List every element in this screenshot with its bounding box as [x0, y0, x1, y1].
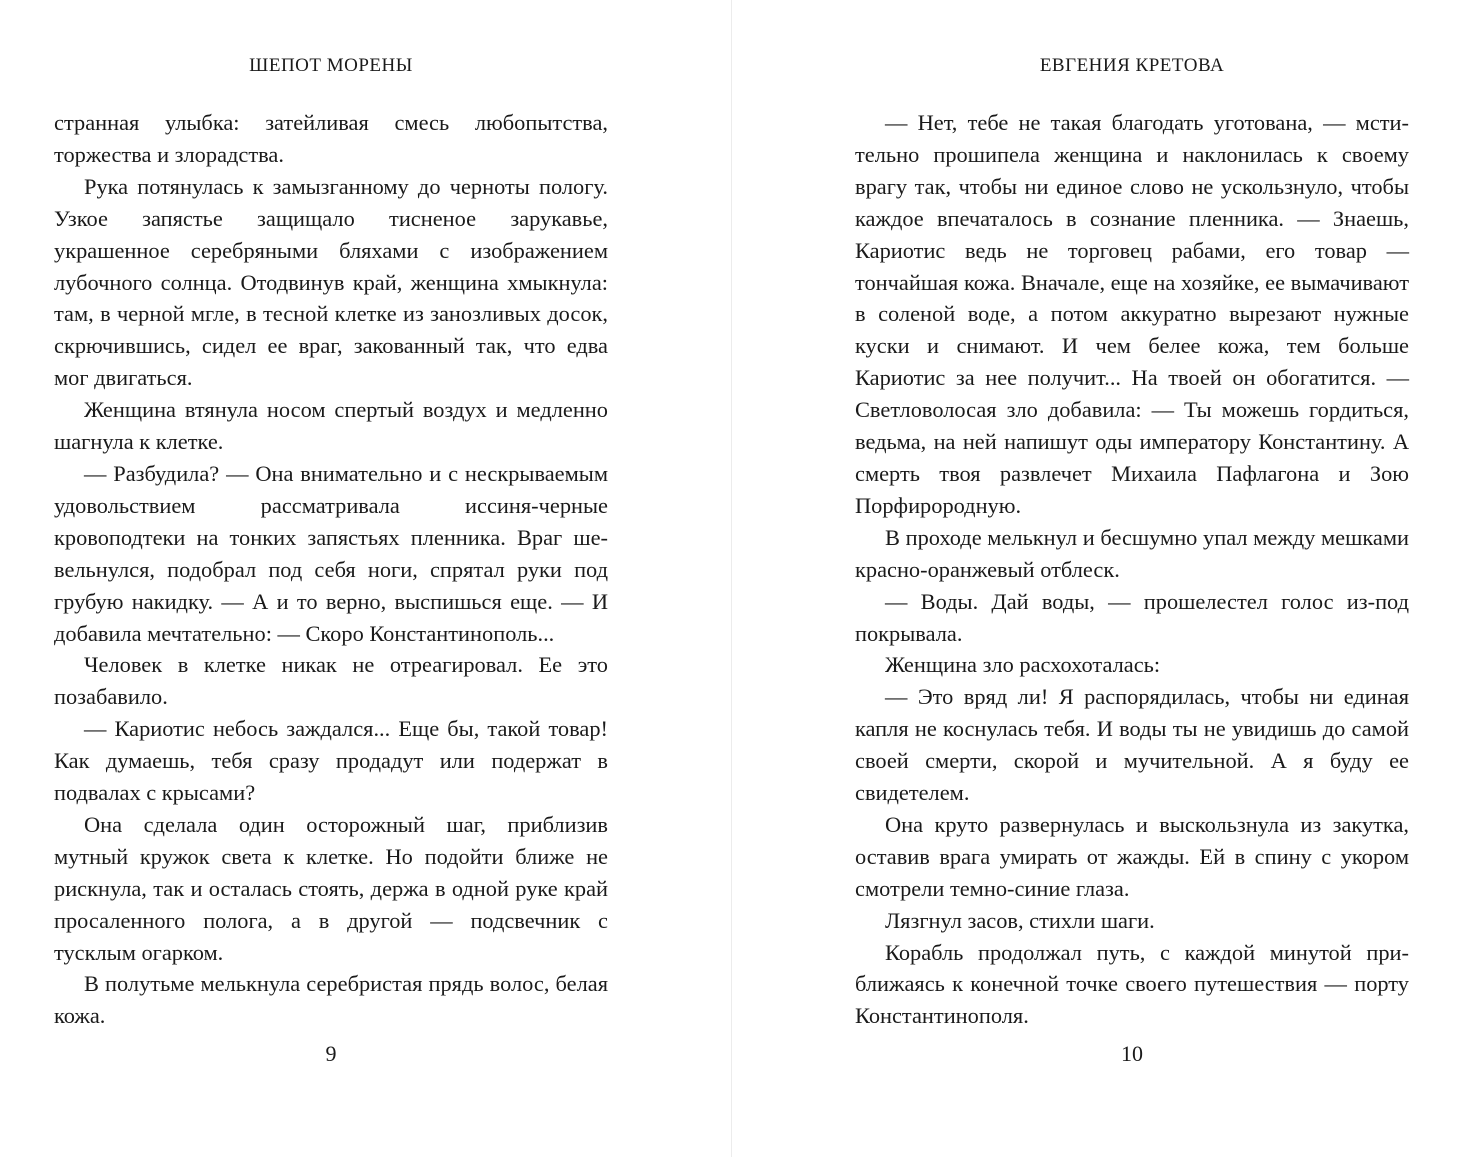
paragraph: — Нет, тебе не такая благодать уготована, — мстительно прошипела женщина и наклонилась к своему врагу так, чтобы ни единое слово не ускользнуло, чтобы каждое впечаталось в сознание пленника. — Знаешь, Кариотис ведь не торговец рабами, его товар — тончайшая кожа. Вначале, еще на хозяйке, ее вымачивают в соленой воде, а потом аккуратно вырезают нужные куски и снимают. И чем белее кожа, тем больше Кариотис за нее получит... На твоей он обогатится. — Светловолосая зло добавила: — Ты можешь гордиться, ведьма, на ней напишут оды императору Константину. А смерть твоя развлечет Михаила Пафлагона и Зою Порфирородную.	[855, 110, 1409, 518]
right-page-body	[855, 107, 1409, 1032]
paragraph: Она сделала один осторожный шаг, приблизив мутный кружок света к клетке. Но подойти ближе не рискнула, так и осталась стоять, держа в одной руке край просаленного полога, а в другой — подсвечник с тусклым огарком.	[54, 811, 608, 965]
paragraph: Женщина втянула носом спертый воздух и медленно шагнула к клетке.	[54, 397, 608, 455]
running-head-title: ШЕПОТ МОРЕНЫ	[249, 55, 413, 76]
paragraph: — Кариотис небось заждался... Еще бы, такой товар! Как думаешь, тебя сразу продадут или подержат в подвалах с крысами?	[54, 716, 608, 806]
paragraph: Рука потянулась к замызганному до черноты пологу. Узкое запястье защищало тисненое зарукавье, украшенное серебряными бляхами с изображением лубочного солнца. Отодвинув край, женщина хмыкнула: там, в черной мгле, в тесной клетке из занозливых досок, скрючившись, сидел ее враг, закованный так, что едва мог двигаться.	[54, 173, 608, 391]
paragraph: — Воды. Дай воды, — прошелестел голос из-под покрывала.	[855, 588, 1409, 646]
page-number: 9	[325, 1041, 337, 1066]
left-page-body	[54, 107, 608, 1032]
paragraph: странная улыбка: затейливая смесь любопытства, торжества и злорадства.	[54, 110, 608, 167]
paragraph: — Это вряд ли! Я распорядилась, чтобы ни единая капля не коснулась тебя. И воды ты не увидишь до самой своей смерти, скорой и мучительной. А я буду ее свидетелем.	[855, 684, 1409, 806]
paragraph: Она круто развернулась и выскользнула из закутка, оставив врага умирать от жажды. Ей в спину с укором смотрели темно-синие глаза.	[855, 811, 1409, 901]
paragraph: Корабль продолжал путь, с каждой минутой приближаясь к конечной точке своего путешествия — порту Константинополя.	[855, 939, 1409, 1029]
paragraph: Женщина зло расхохоталась:	[885, 652, 1161, 678]
paragraph: Лязгнул засов, стихли шаги.	[885, 907, 1155, 933]
left-page	[54, 0, 608, 1157]
paragraph: Человек в клетке никак не отреагировал. Ее это позабавило.	[54, 652, 608, 710]
right-page	[855, 0, 1409, 1157]
paragraph: В проходе мелькнул и бесшумно упал между мешками красно-оранжевый отблеск.	[855, 524, 1409, 582]
page-number: 10	[1121, 1041, 1143, 1066]
paragraph: — Разбудила? — Она внимательно и с нескрываемым удовольствием рассматривала иссиня-черные кровоподтеки на тонких запястьях пленника. Враг шевельнулся, подобрал под себя ноги, спрятал руки под грубую накидку. — А и то верно, выспишься еще. — И добавила мечтательно: — Скоро Константинополь...	[54, 460, 608, 646]
spine-divider	[731, 0, 732, 1157]
running-head-author: ЕВГЕНИЯ КРЕТОВА	[1039, 55, 1225, 76]
paragraph: В полутьме мелькнула серебристая прядь волос, белая кожа.	[54, 971, 608, 1029]
